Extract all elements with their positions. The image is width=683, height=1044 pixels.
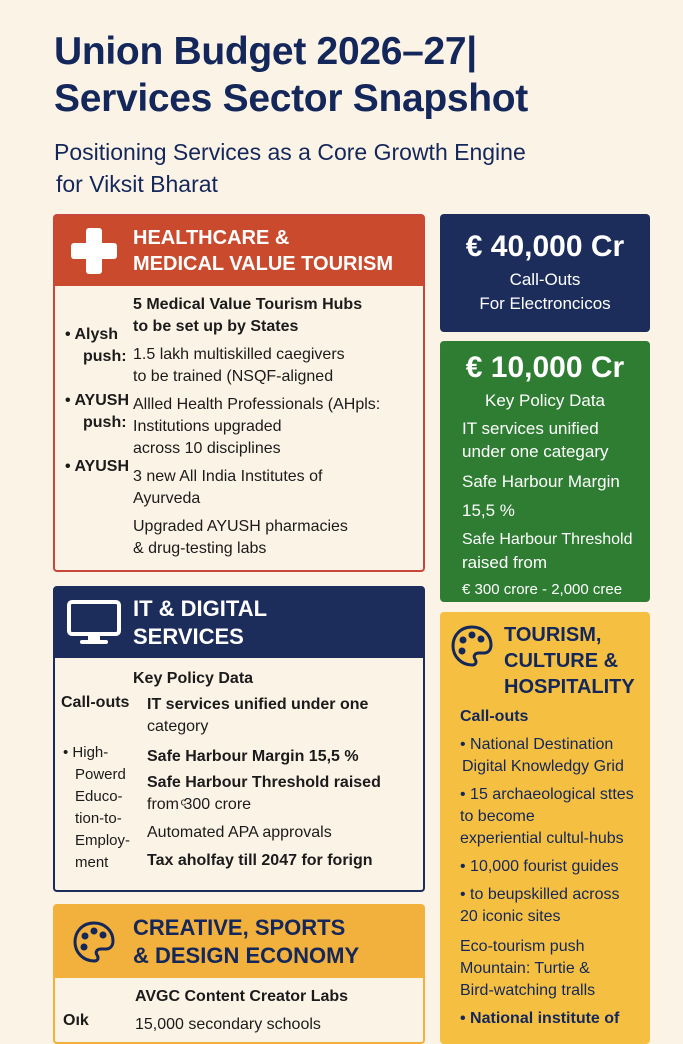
it-items: [147, 694, 423, 872]
list-item: Upgraded AYUSH pharmacies: [133, 518, 348, 535]
palette-icon: [65, 913, 123, 971]
list-item: to become: [460, 808, 535, 825]
list-item: Ayurveda: [133, 490, 201, 507]
side-label: Employ-: [75, 832, 131, 849]
green-items: [440, 417, 650, 601]
page-title: [54, 28, 654, 122]
title-line-1: Union Budget 2026–27|: [54, 30, 477, 73]
list-item: from ͨ300 crore: [147, 796, 252, 813]
list-item: 15,5 %: [462, 501, 515, 520]
monitor-icon: [65, 594, 123, 652]
it-heading-2: SERVICES: [133, 624, 244, 649]
side-label: • High-: [63, 744, 109, 761]
list-item: to be trained (NSQF-aligned: [133, 368, 334, 385]
list-item: IT services unified under one: [147, 696, 369, 713]
list-item: Digital Knowledgy Grid: [462, 758, 624, 775]
stat-card-electronics: [440, 214, 650, 332]
list-item: Institutions upgraded: [133, 418, 282, 435]
side-label: push:: [83, 414, 127, 431]
list-item: 1.5 lakh multiskilled caegivers: [133, 346, 345, 363]
tourism-heading-1: TOURISM,: [504, 624, 602, 646]
creative-heading-2: & DESIGN ECONOMY: [133, 943, 360, 968]
list-item: • 15 archaeological sttes: [460, 786, 634, 803]
list-item: 5 Medical Value Tourism Hubs: [133, 296, 363, 313]
side-label: • Alysh: [65, 326, 119, 343]
list-item: Safe Harbour Margin 15,5 %: [147, 748, 359, 765]
list-item: Safe Harbour Threshold raised: [147, 774, 381, 791]
list-item: under one categary: [462, 442, 609, 461]
page-subtitle: [54, 136, 654, 200]
stat-amount: € 40,000 Cr: [465, 230, 625, 263]
healthcare-side-labels: [65, 324, 129, 478]
it-digital-card: [53, 586, 425, 892]
it-key-policy: Key Policy Data: [133, 670, 254, 687]
list-item: 15,000 secondary schools: [135, 1016, 321, 1033]
healthcare-items: [133, 294, 423, 560]
subtitle-line-1: Positioning Services as a Core Growth Engine: [54, 139, 526, 165]
list-item: raised from: [462, 553, 548, 572]
list-item: 3 new All India Institutes of: [133, 468, 323, 485]
list-item: Safe Harbour Threshold: [462, 531, 633, 548]
healthcare-card: [53, 214, 425, 572]
side-label: ment: [75, 854, 109, 871]
it-digital-header: [55, 588, 423, 658]
list-item: Safe Harbour Margin: [462, 472, 620, 491]
tourism-card: [440, 612, 650, 1044]
list-item: category: [147, 718, 209, 735]
list-item: experiential cultul-hubs: [460, 830, 624, 847]
it-heading-1: IT & DIGITAL: [133, 596, 268, 621]
stat-amount: € 10,000 Cr: [465, 351, 625, 384]
list-item: Mountain: Turtie &: [460, 960, 590, 977]
healthcare-heading-1: HEALTHCARE &: [133, 227, 290, 249]
list-item: & drug-testing labs: [133, 540, 267, 557]
title-line-2: Services Sector Snapshot: [54, 77, 528, 120]
list-item: Bird-watching tralls: [460, 982, 596, 999]
tourism-callouts-label: Call-outs: [460, 708, 529, 725]
it-side-labels: [63, 742, 130, 874]
list-item: 20 iconic sites: [460, 908, 561, 925]
list-item: Eco-tourism push: [460, 938, 585, 955]
list-item: across 10 disciplines: [133, 440, 281, 457]
subtitle-line-2: for Viksit Bharat: [56, 171, 218, 197]
creative-side-label: Oık: [63, 1012, 89, 1029]
side-label: Educo-: [75, 788, 123, 805]
stat-line-2: For Electroncicos: [479, 294, 611, 313]
list-item: • National Destination: [460, 736, 614, 753]
healthcare-heading-2: MEDICAL VALUE TOURISM: [133, 253, 394, 275]
list-item: to be set up by States: [133, 318, 299, 335]
stat-card-policy: [440, 341, 650, 602]
healthcare-header: [55, 216, 423, 286]
stat-key-policy: Key Policy Data: [485, 391, 605, 410]
side-label: • AYUSH: [65, 458, 129, 475]
list-item: AVGC Content Creator Labs: [135, 988, 349, 1005]
stat-line-1: Call-Outs: [509, 270, 581, 289]
creative-heading-1: CREATIVE, SPORTS: [133, 915, 346, 940]
side-label: • AYUSH: [65, 392, 129, 409]
tourism-heading-2: CULTURE &: [504, 650, 619, 672]
list-item: € 300 crore - 2,000 cree: [462, 581, 623, 598]
tourism-items: [460, 734, 648, 1030]
creative-header: [55, 906, 423, 978]
side-label: tion-to-: [75, 810, 122, 827]
side-label: push:: [83, 348, 127, 365]
list-item: • National institute of: [460, 1010, 620, 1027]
list-item: IT services unified: [462, 419, 599, 438]
list-item: • 10,000 fourist guides: [460, 858, 619, 875]
tourism-heading-3: HOSPITALITY: [504, 676, 635, 698]
tourism-heading: [504, 622, 635, 700]
side-label: Powerd: [75, 766, 126, 783]
list-item: Allled Health Professionals (AHpls:: [133, 396, 381, 413]
creative-card: [53, 904, 425, 1044]
list-item: Automated APA approvals: [147, 824, 332, 841]
list-item: Tax aholfay till 2047 for forign: [147, 852, 373, 869]
medical-cross-icon: [65, 222, 123, 280]
creative-items: [135, 986, 425, 1036]
palette-icon: [450, 624, 494, 673]
it-callouts-label: Call-outs: [61, 694, 130, 711]
list-item: • to beupskilled across: [460, 886, 620, 903]
